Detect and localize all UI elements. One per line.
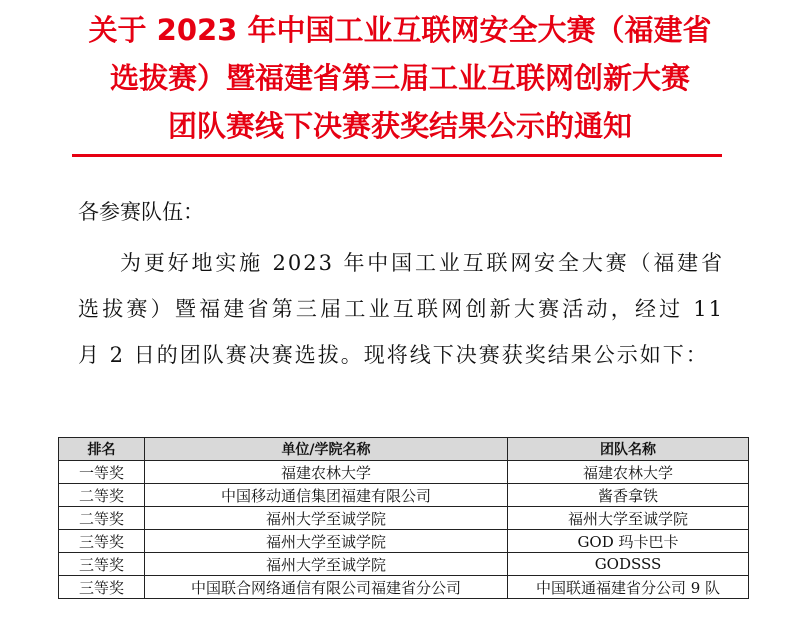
title-line-3: 团队赛线下决赛获奖结果公示的通知 bbox=[167, 109, 632, 143]
cell-rank: 二等奖 bbox=[59, 484, 145, 507]
cell-unit: 中国移动通信集团福建有限公司 bbox=[145, 484, 508, 507]
red-divider bbox=[72, 154, 722, 157]
header-team: 团队名称 bbox=[508, 438, 749, 461]
salutation: 各参赛队伍： bbox=[78, 200, 204, 224]
table-row bbox=[59, 553, 749, 576]
cell-unit: 中国联合网络通信有限公司福建省分公司 bbox=[145, 576, 508, 599]
header-unit: 单位/学院名称 bbox=[145, 438, 508, 461]
table-header-row bbox=[59, 438, 749, 461]
cell-team: GOD 玛卡巴卡 bbox=[508, 530, 749, 553]
table-row bbox=[59, 576, 749, 599]
cell-rank: 一等奖 bbox=[59, 461, 145, 484]
table-row bbox=[59, 530, 749, 553]
cell-rank: 三等奖 bbox=[59, 530, 145, 553]
cell-unit: 福州大学至诚学院 bbox=[145, 553, 508, 576]
cell-unit: 福建农林大学 bbox=[145, 461, 508, 484]
cell-team: GODSSS bbox=[508, 553, 749, 576]
cell-team: 酱香拿铁 bbox=[508, 484, 749, 507]
cell-team: 中国联通福建省分公司 9 队 bbox=[508, 576, 749, 599]
notice-title bbox=[40, 6, 760, 150]
cell-rank: 二等奖 bbox=[59, 507, 145, 530]
cell-rank: 三等奖 bbox=[59, 576, 145, 599]
title-line-1: 关于 2023 年中国工业互联网安全大赛（福建省 bbox=[88, 13, 712, 47]
cell-rank: 三等奖 bbox=[59, 553, 145, 576]
intro-paragraph: 为更好地实施 2023 年中国工业互联网安全大赛（福建省选拔赛）暨福建省第三届工业互联网创新大赛活动，经过 11 月 2 日的团队赛决赛选拔。现将线下决赛获奖结果公示如下： bbox=[78, 251, 724, 367]
table-row bbox=[59, 507, 749, 530]
cell-team: 福建农林大学 bbox=[508, 461, 749, 484]
cell-team: 福州大学至诚学院 bbox=[508, 507, 749, 530]
header-rank: 排名 bbox=[59, 438, 145, 461]
cell-unit: 福州大学至诚学院 bbox=[145, 507, 508, 530]
table-row bbox=[59, 484, 749, 507]
table-row bbox=[59, 461, 749, 484]
cell-unit: 福州大学至诚学院 bbox=[145, 530, 508, 553]
results-table bbox=[58, 437, 749, 599]
title-line-2: 选拔赛）暨福建省第三届工业互联网创新大赛 bbox=[109, 61, 690, 95]
